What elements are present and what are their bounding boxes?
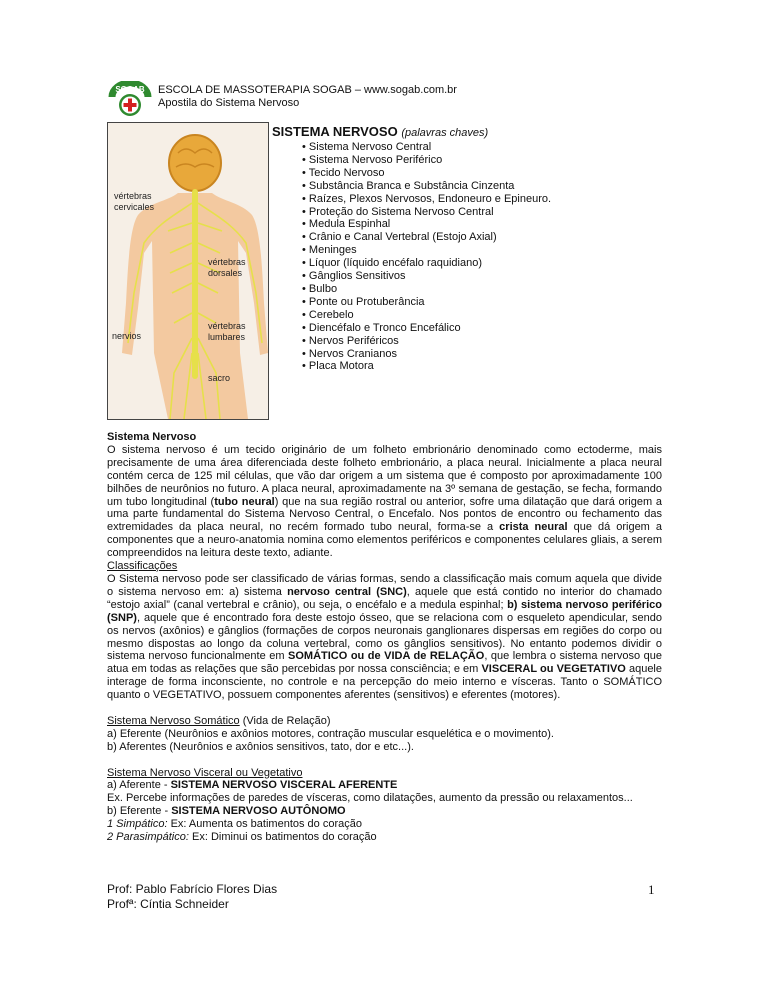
keyword-item: • Placa Motora (302, 360, 551, 373)
keyword-item: • Nervos Cranianos (302, 348, 551, 361)
keyword-item: • Nervos Periféricos (302, 335, 551, 348)
keyword-item: • Sistema Nervoso Periférico (302, 154, 551, 167)
paragraph: O Sistema nervoso pode ser classificado de várias formas, sendo a classificação mais comum aquela que divide o sistema nervoso em: a) sistema nervoso central (SNC), aquele que está contido no interior do chamado “estojo axial” (canal vertebral e crânio), ou seja, o encéfalo e a medula espinhal; b) sistema nervoso periférico (SNP), aquele que é encontrado fora deste estojo ósseo, que se relaciona com o esqueleto apendicular, sendo os nervos (axônios) e gânglios (formações de corpos neuronais ganglionares dispersas em regiões do corpo ou mesmo dispostas ao longo da coluna vertebral, como os gânglios sensitivos). No entanto podemos dividir o sistema nervoso funcionalmente em SOMÁTICO ou de VIDA de RELAÇÃO, que lembra o sistema nervoso que atua em todas as relações que são percebidas por nossa consciência; e em VISCERAL ou VEGETATIVO aquele interage de forma inconsciente, no controle e na percepção do meio interno e vísceras. Tanto o SOMÁTICO quanto o VEGETATIVO, possuem componentes aferentes (sensitivos) e eferentes (motores). (107, 572, 663, 702)
list-item: b) Eferente - SISTEMA NERVOSO AUTÔNOMO (107, 805, 346, 818)
keyword-item: • Líquor (líquido encéfalo raquidiano) (302, 257, 551, 270)
label-vertebras-dorsales-1: vértebras (208, 257, 246, 267)
page-number: 1 (648, 882, 655, 897)
keyword-item: • Sistema Nervoso Central (302, 141, 551, 154)
body-text (107, 431, 662, 844)
label-vertebras-lumbares-1: vértebras (208, 321, 246, 331)
keyword-item: • Bulbo (302, 283, 551, 296)
header-subtitle: Apostila do Sistema Nervoso (158, 97, 300, 109)
list-item: b) Aferentes (Neurônios e axônios sensitivos, tato, dor e etc...). (107, 740, 414, 753)
page-title (272, 124, 488, 139)
label-nervios: nervios (112, 331, 142, 341)
paragraph: O sistema nervoso é um tecido originário de um folheto embrionário denominado como ectoderme, mais precisamente de uma área diferenciada deste folheto embrionário, a placa neural. Inicialmente a placa neural contém cerca de 125 mil células, que vão dar origem a um sistema que é composto por aproximadamente 100 bilhões de neurônios no futuro. A placa neural, aproximadamente na 3º semana de gestação, se fecha, formando um tubo longitudinal (tubo neural) que na sua região rostral ou anterior, sofre uma dilatação que dará origem a uma parte fundamental do Sistema Nervoso Central, o Encefalo. Nos pontos de encontro ou fechamento das extremidades da placa neural, no recém formado tubo neural, forma-se a crista neural que dá origem a componentes que a neuro-anatomia nomina como elementos periféricos e componentes celulares gliais, a serem compreendidos na leitura deste texto, adiante. (107, 443, 662, 560)
header-school: ESCOLA DE MASSOTERAPIA SOGAB – www.sogab.com.br (158, 84, 457, 96)
keyword-item: • Meninges (302, 244, 551, 257)
list-item: 2 Parasimpático: Ex: Diminui os batimentos do coração (107, 831, 377, 844)
keyword-item: • Cerebelo (302, 309, 551, 322)
section-heading: Classificações (107, 560, 178, 573)
keyword-item: • Diencéfalo e Tronco Encefálico (302, 322, 551, 335)
list-item: a) Eferente (Neurônios e axônios motores, contração muscular esquelética e o movimento). (107, 727, 554, 740)
footer-author-1: Prof: Pablo Fabrício Flores Dias (107, 882, 278, 896)
section-heading: Sistema Nervoso Visceral ou Vegetativo (107, 766, 303, 779)
logo-text: SOGAB (115, 85, 145, 94)
label-vertebras-cervicales-1: vértebras (114, 191, 152, 201)
section-heading: Sistema Nervoso Somático (Vida de Relação) (107, 714, 331, 727)
section-heading: Sistema Nervoso (107, 431, 197, 443)
label-vertebras-dorsales-2: dorsales (208, 268, 243, 278)
keyword-item: • Proteção do Sistema Nervoso Central (302, 206, 551, 219)
keyword-item: • Medula Espinhal (302, 218, 551, 231)
keyword-item: • Raízes, Plexos Nervosos, Endoneuro e Epineuro. (302, 193, 551, 206)
label-vertebras-cervicales-2: cervicales (114, 202, 155, 212)
keyword-item: • Substância Branca e Substância Cinzenta (302, 180, 551, 193)
list-item: 1 Simpático: Ex: Aumenta os batimentos do coração (107, 818, 362, 831)
keyword-item: • Tecido Nervoso (302, 167, 551, 180)
list-item: Ex. Percebe informações de paredes de vísceras, como dilatações, aumento da pressão ou relaxamentos... (107, 792, 633, 805)
keyword-item: • Gânglios Sensitivos (302, 270, 551, 283)
title-sub: (palavras chaves) (401, 127, 489, 139)
footer-author-2: Profª: Cíntia Schneider (107, 897, 229, 911)
keyword-item: • Crânio e Canal Vertebral (Estojo Axial) (302, 231, 551, 244)
label-sacro: sacro (208, 373, 231, 383)
keyword-list (302, 141, 551, 373)
label-vertebras-lumbares-2: lumbares (208, 332, 246, 342)
keyword-item: • Ponte ou Protuberância (302, 296, 551, 309)
sogab-logo (108, 81, 152, 119)
list-item: a) Aferente - SISTEMA NERVOSO VISCERAL AFERENTE (107, 779, 398, 792)
nervous-system-figure (107, 122, 269, 420)
title-main: SISTEMA NERVOSO (272, 124, 398, 139)
